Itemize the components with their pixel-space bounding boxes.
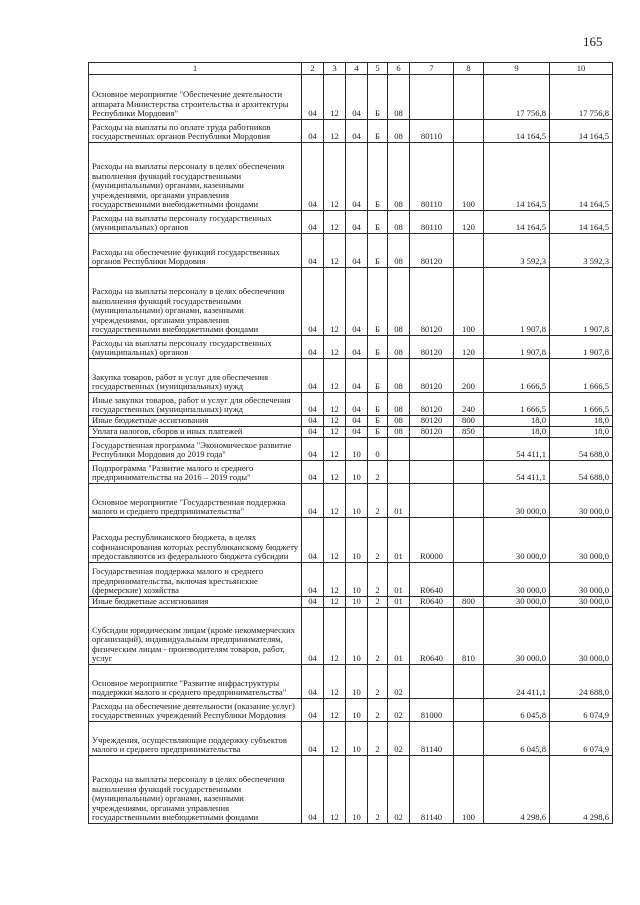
code-cell: 04 (302, 427, 324, 438)
code-cell: 08 (388, 234, 410, 268)
code-cell: 0 (368, 438, 388, 461)
code-cell: 80110 (410, 211, 454, 234)
amount-cell: 18,0 (484, 416, 550, 427)
code-cell: 04 (302, 608, 324, 665)
code-cell: 12 (324, 268, 346, 336)
code-cell: 12 (324, 665, 346, 699)
column-header: 8 (454, 63, 484, 75)
code-cell: 12 (324, 484, 346, 518)
code-cell: 12 (324, 234, 346, 268)
code-cell: 10 (346, 608, 368, 665)
code-cell (388, 461, 410, 484)
table-row (89, 427, 613, 438)
code-cell: 04 (346, 143, 368, 211)
row-description: Иные бюджетные ассигнования (89, 597, 302, 608)
code-cell: Б (368, 75, 388, 120)
amount-cell: 30 000,0 (484, 563, 550, 597)
amount-cell: 14 164,5 (484, 143, 550, 211)
code-cell: 08 (388, 416, 410, 427)
table-row (89, 75, 613, 120)
code-cell: 12 (324, 336, 346, 359)
code-cell: 12 (324, 211, 346, 234)
row-description: Закупка товаров, работ и услуг для обеспечения государственных (муниципальных) нужд (89, 359, 302, 393)
code-cell: Б (368, 211, 388, 234)
code-cell: 02 (388, 756, 410, 824)
row-description: Субсидии юридическим лицам (кроме некоммерческих организаций), индивидуальным предпринимателям, физическим лицам - производителям товаров, работ, услуг (89, 608, 302, 665)
amount-cell: 30 000,0 (484, 484, 550, 518)
code-cell: 2 (368, 722, 388, 756)
amount-cell: 30 000,0 (550, 597, 613, 608)
table-row (89, 563, 613, 597)
code-cell (454, 563, 484, 597)
code-cell: 12 (324, 438, 346, 461)
amount-cell: 30 000,0 (484, 518, 550, 563)
table-row (89, 608, 613, 665)
row-description: Расходы на выплаты персоналу в целях обеспечения выполнения функций государственными (муниципальными) органами, казенными учреждениями, органами управления государственными внебюджетными фондами (89, 268, 302, 336)
code-cell: 10 (346, 722, 368, 756)
code-cell: 12 (324, 120, 346, 143)
row-description: Иные закупки товаров, работ и услуг для обеспечения государственных (муниципальных) нужд (89, 393, 302, 416)
table-row (89, 438, 613, 461)
code-cell: 80120 (410, 336, 454, 359)
code-cell: 04 (302, 120, 324, 143)
row-description: Подпрограмма "Развитие малого и среднего предпринимательства на 2016 – 2019 годы" (89, 461, 302, 484)
code-cell: 2 (368, 563, 388, 597)
code-cell: 04 (302, 211, 324, 234)
code-cell: 04 (302, 336, 324, 359)
code-cell: 2 (368, 518, 388, 563)
row-description: Расходы на выплаты по оплате труда работников государственных органов Республики Мордовия (89, 120, 302, 143)
code-cell: 10 (346, 699, 368, 722)
code-cell: 12 (324, 75, 346, 120)
amount-cell: 30 000,0 (550, 518, 613, 563)
code-cell: 04 (346, 336, 368, 359)
code-cell: 80120 (410, 359, 454, 393)
code-cell: 08 (388, 143, 410, 211)
code-cell: 04 (302, 438, 324, 461)
code-cell: 04 (302, 756, 324, 824)
code-cell (388, 438, 410, 461)
code-cell: 10 (346, 563, 368, 597)
amount-cell: 1 907,8 (484, 268, 550, 336)
code-cell (454, 699, 484, 722)
amount-cell: 18,0 (484, 427, 550, 438)
row-description: Расходы на выплаты персоналу в целях обеспечения выполнения функций государственными (муниципальными) органами, казенными учреждениями, органами управления государственными внебюджетными фондами (89, 756, 302, 824)
code-cell: 12 (324, 416, 346, 427)
code-cell: 80120 (410, 427, 454, 438)
code-cell: 12 (324, 756, 346, 824)
amount-cell: 17 756,8 (484, 75, 550, 120)
code-cell: 04 (302, 699, 324, 722)
code-cell: Б (368, 268, 388, 336)
code-cell: 04 (302, 722, 324, 756)
amount-cell: 54 688,0 (550, 438, 613, 461)
table-row (89, 336, 613, 359)
amount-cell: 18,0 (550, 427, 613, 438)
row-description: Расходы на обеспечение функций государственных органов Республики Мордовия (89, 234, 302, 268)
code-cell: 80120 (410, 416, 454, 427)
column-header: 1 (89, 63, 302, 75)
amount-cell: 6 074,9 (550, 722, 613, 756)
row-description: Расходы на выплаты персоналу государственных (муниципальных) органов (89, 211, 302, 234)
code-cell: 01 (388, 608, 410, 665)
table-row (89, 699, 613, 722)
code-cell: 100 (454, 143, 484, 211)
budget-table (88, 62, 613, 824)
row-description: Расходы на выплаты персоналу в целях обеспечения выполнения функций государственными (муниципальными) органами, казенными учреждениями, органами управления государственными внебюджетными фондами (89, 143, 302, 211)
code-cell (410, 665, 454, 699)
code-cell: 2 (368, 608, 388, 665)
code-cell (454, 665, 484, 699)
code-cell: R0640 (410, 563, 454, 597)
code-cell: 04 (302, 268, 324, 336)
code-cell: 04 (302, 484, 324, 518)
code-cell: 02 (388, 722, 410, 756)
code-cell: 04 (346, 427, 368, 438)
code-cell: 01 (388, 484, 410, 518)
code-cell: 08 (388, 393, 410, 416)
table-row (89, 120, 613, 143)
code-cell: R0640 (410, 608, 454, 665)
table-header-row (89, 63, 613, 75)
table-row (89, 461, 613, 484)
amount-cell: 1 907,8 (550, 336, 613, 359)
code-cell: 08 (388, 336, 410, 359)
amount-cell: 1 907,8 (484, 336, 550, 359)
code-cell: Б (368, 393, 388, 416)
code-cell: 10 (346, 665, 368, 699)
code-cell: 100 (454, 756, 484, 824)
amount-cell: 1 907,8 (550, 268, 613, 336)
code-cell: 850 (454, 427, 484, 438)
code-cell: Б (368, 234, 388, 268)
amount-cell: 1 666,5 (484, 359, 550, 393)
code-cell: 04 (302, 143, 324, 211)
code-cell: 04 (346, 416, 368, 427)
amount-cell: 54 688,0 (550, 461, 613, 484)
amount-cell: 30 000,0 (484, 608, 550, 665)
code-cell: 80120 (410, 268, 454, 336)
code-cell: 10 (346, 461, 368, 484)
code-cell: 02 (388, 699, 410, 722)
code-cell: 04 (346, 268, 368, 336)
table-body (89, 63, 613, 824)
table-row (89, 393, 613, 416)
code-cell: 80110 (410, 120, 454, 143)
row-description: Расходы на обеспечение деятельности (оказание услуг) государственных учреждений Республики Мордовия (89, 699, 302, 722)
code-cell: 04 (302, 393, 324, 416)
code-cell: 810 (454, 608, 484, 665)
code-cell (454, 438, 484, 461)
amount-cell: 4 298,6 (484, 756, 550, 824)
code-cell (454, 722, 484, 756)
table-row (89, 756, 613, 824)
code-cell: 2 (368, 597, 388, 608)
amount-cell: 24 688,0 (550, 665, 613, 699)
code-cell: 100 (454, 268, 484, 336)
column-header: 9 (484, 63, 550, 75)
code-cell: 2 (368, 484, 388, 518)
code-cell (454, 518, 484, 563)
amount-cell: 14 164,5 (484, 211, 550, 234)
column-header: 7 (410, 63, 454, 75)
code-cell: 10 (346, 597, 368, 608)
column-header: 3 (324, 63, 346, 75)
table-row (89, 416, 613, 427)
amount-cell: 4 298,6 (550, 756, 613, 824)
row-description: Государственная поддержка малого и среднего предпринимательства, включая крестьянские (фермерские) хозяйства (89, 563, 302, 597)
code-cell (454, 484, 484, 518)
amount-cell: 1 666,5 (484, 393, 550, 416)
code-cell: Б (368, 120, 388, 143)
table-row (89, 359, 613, 393)
row-description: Учреждения, осуществляющие поддержку субъектов малого и среднего предпринимательства (89, 722, 302, 756)
code-cell: R0000 (410, 518, 454, 563)
table-row (89, 234, 613, 268)
amount-cell: 30 000,0 (484, 597, 550, 608)
table-row (89, 518, 613, 563)
column-header: 2 (302, 63, 324, 75)
code-cell: 81000 (410, 699, 454, 722)
code-cell: Б (368, 143, 388, 211)
code-cell: 12 (324, 563, 346, 597)
amount-cell: 14 164,5 (550, 120, 613, 143)
code-cell: 81140 (410, 756, 454, 824)
amount-cell: 18,0 (550, 416, 613, 427)
code-cell (454, 234, 484, 268)
code-cell (454, 120, 484, 143)
amount-cell: 30 000,0 (550, 608, 613, 665)
column-header: 5 (368, 63, 388, 75)
code-cell: 12 (324, 597, 346, 608)
code-cell: 04 (346, 359, 368, 393)
row-description: Иные бюджетные ассигнования (89, 416, 302, 427)
code-cell: 120 (454, 211, 484, 234)
table-row (89, 665, 613, 699)
row-description: Уплата налогов, сборов и иных платежей (89, 427, 302, 438)
amount-cell: 14 164,5 (550, 211, 613, 234)
code-cell: 12 (324, 359, 346, 393)
code-cell: 04 (302, 75, 324, 120)
code-cell: 2 (368, 699, 388, 722)
table-row (89, 211, 613, 234)
amount-cell: 30 000,0 (550, 484, 613, 518)
amount-cell: 6 045,8 (484, 722, 550, 756)
code-cell: 80120 (410, 393, 454, 416)
amount-cell: 14 164,5 (550, 143, 613, 211)
code-cell: 04 (302, 665, 324, 699)
row-description: Государственная программа "Экономическое развитие Республики Мордовия до 2019 года" (89, 438, 302, 461)
code-cell: 80110 (410, 143, 454, 211)
code-cell: 10 (346, 756, 368, 824)
table-row (89, 268, 613, 336)
code-cell: 04 (346, 211, 368, 234)
code-cell: 01 (388, 518, 410, 563)
code-cell: 2 (368, 756, 388, 824)
code-cell: 12 (324, 427, 346, 438)
amount-cell: 1 666,5 (550, 393, 613, 416)
code-cell: 04 (302, 416, 324, 427)
code-cell: Б (368, 336, 388, 359)
code-cell: Б (368, 427, 388, 438)
code-cell: 02 (388, 665, 410, 699)
code-cell: 04 (302, 461, 324, 484)
code-cell: 04 (302, 563, 324, 597)
table-row (89, 484, 613, 518)
code-cell: 2 (368, 461, 388, 484)
amount-cell: 1 666,5 (550, 359, 613, 393)
code-cell: 08 (388, 359, 410, 393)
row-description: Расходы на выплаты персоналу государственных (муниципальных) органов (89, 336, 302, 359)
code-cell: 10 (346, 484, 368, 518)
amount-cell: 30 000,0 (550, 563, 613, 597)
code-cell: 04 (302, 359, 324, 393)
code-cell: 08 (388, 427, 410, 438)
code-cell (410, 461, 454, 484)
row-description: Основное мероприятие "Государственная поддержка малого и среднего предпринимательства" (89, 484, 302, 518)
code-cell: 04 (346, 120, 368, 143)
code-cell: 08 (388, 211, 410, 234)
code-cell: 12 (324, 393, 346, 416)
amount-cell: 6 045,8 (484, 699, 550, 722)
row-description: Основное мероприятие "Обеспечение деятельности аппарата Министерства строительства и архитектуры Республики Мордовия" (89, 75, 302, 120)
code-cell: 01 (388, 563, 410, 597)
code-cell: 04 (346, 75, 368, 120)
code-cell: 800 (454, 597, 484, 608)
amount-cell: 3 592,3 (484, 234, 550, 268)
code-cell (454, 461, 484, 484)
code-cell: 12 (324, 722, 346, 756)
code-cell (410, 75, 454, 120)
column-header: 6 (388, 63, 410, 75)
code-cell: 12 (324, 518, 346, 563)
table-row (89, 597, 613, 608)
code-cell: 12 (324, 143, 346, 211)
code-cell: 01 (388, 597, 410, 608)
amount-cell: 3 592,3 (550, 234, 613, 268)
column-header: 4 (346, 63, 368, 75)
table-row (89, 143, 613, 211)
row-description: Основное мероприятие "Развитие инфраструктуры поддержки малого и среднего предпринимательства" (89, 665, 302, 699)
code-cell: 80120 (410, 234, 454, 268)
code-cell: 04 (302, 234, 324, 268)
code-cell (410, 438, 454, 461)
amount-cell: 54 411,1 (484, 461, 550, 484)
code-cell: 12 (324, 608, 346, 665)
code-cell: Б (368, 416, 388, 427)
code-cell (454, 75, 484, 120)
code-cell: 08 (388, 120, 410, 143)
code-cell (410, 484, 454, 518)
code-cell: R0640 (410, 597, 454, 608)
code-cell: 81140 (410, 722, 454, 756)
amount-cell: 6 074,9 (550, 699, 613, 722)
amount-cell: 17 756,8 (550, 75, 613, 120)
code-cell: 04 (346, 393, 368, 416)
code-cell: 240 (454, 393, 484, 416)
column-header: 10 (550, 63, 613, 75)
code-cell: 04 (346, 234, 368, 268)
page-number: 165 (583, 34, 603, 49)
code-cell: 04 (302, 597, 324, 608)
code-cell: 800 (454, 416, 484, 427)
code-cell: 08 (388, 268, 410, 336)
code-cell: 10 (346, 438, 368, 461)
code-cell: 120 (454, 336, 484, 359)
row-description: Расходы республиканского бюджета, в целях софинансирования которых республиканскому бюджету предоставляются из федерального бюджета субсидии (89, 518, 302, 563)
amount-cell: 14 164,5 (484, 120, 550, 143)
code-cell: Б (368, 359, 388, 393)
code-cell: 200 (454, 359, 484, 393)
amount-cell: 24 411,1 (484, 665, 550, 699)
table-row (89, 722, 613, 756)
code-cell: 2 (368, 665, 388, 699)
code-cell: 10 (346, 518, 368, 563)
code-cell: 04 (302, 518, 324, 563)
code-cell: 08 (388, 75, 410, 120)
code-cell: 12 (324, 461, 346, 484)
amount-cell: 54 411,1 (484, 438, 550, 461)
code-cell: 12 (324, 699, 346, 722)
